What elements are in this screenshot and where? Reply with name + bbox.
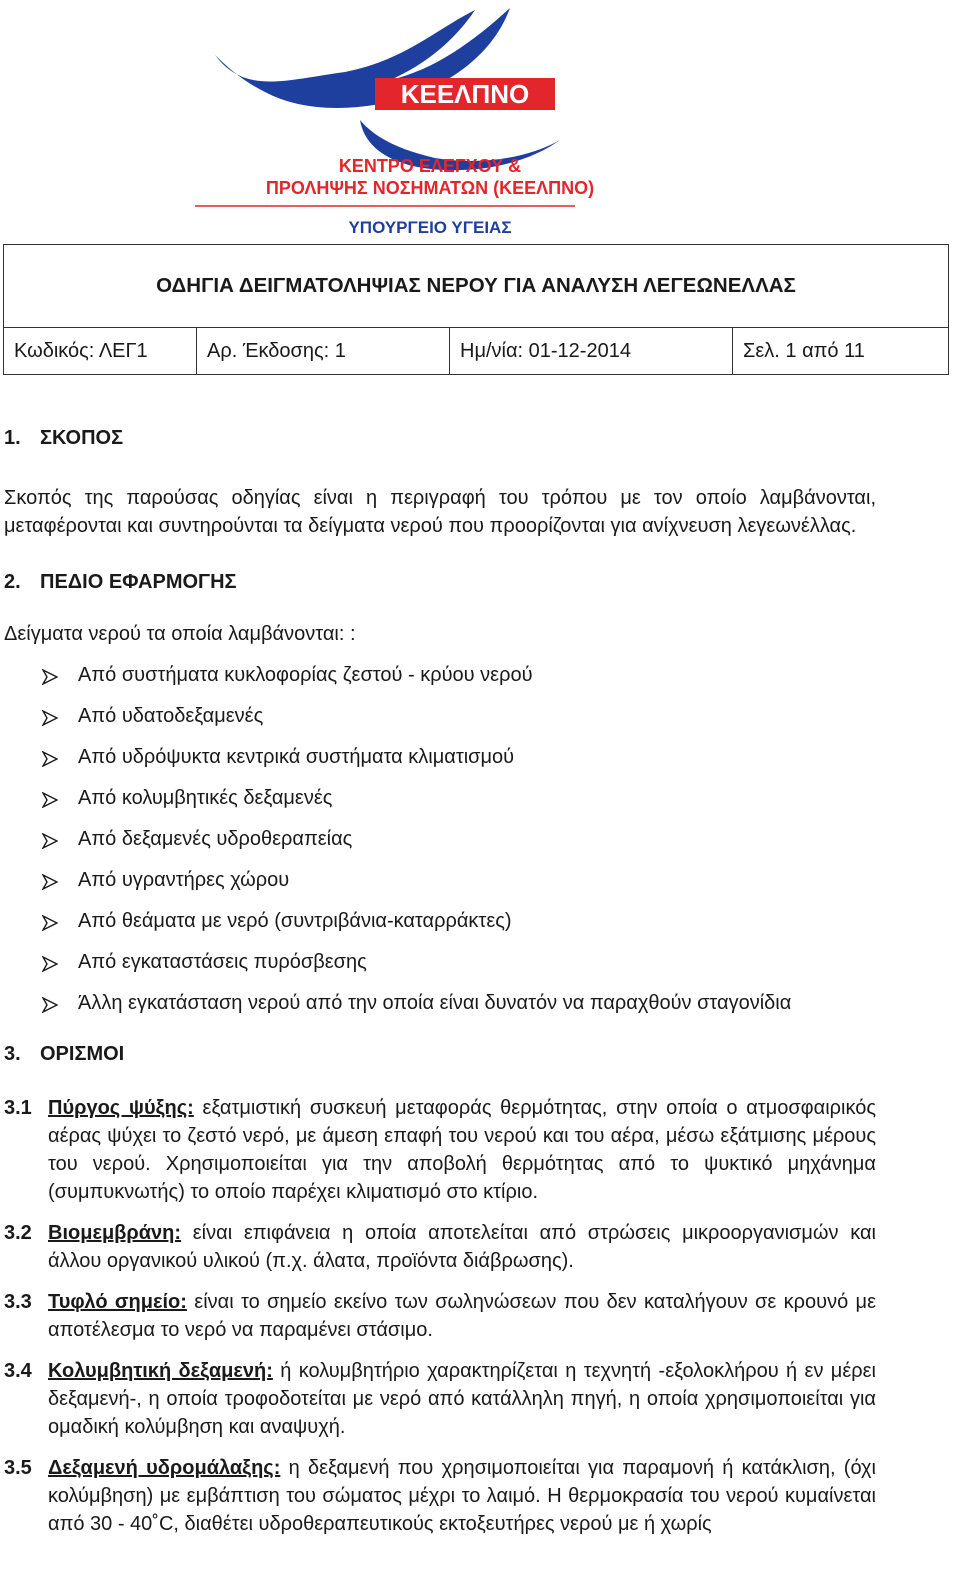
definition-3-2: 3.2 Βιομεμβράνη: είναι επιφάνεια η οποία αποτελείται από στρώσεις μικροοργανισμών και άλλου οργανικού υλικού (π.χ. άλατα, προϊόντα διάβρωσης). [4, 1222, 876, 1272]
list-item: Από υδατοδεξαμενές [4, 702, 876, 743]
list-item: Άλλη εγκατάσταση νερού από την οποία είναι δυνατόν να παραχθούν σταγονίδια [4, 989, 876, 1030]
arrow-bullet-icon [42, 669, 58, 685]
section-2-heading: 2. ΠΕΔΙΟ ΕΦΑΡΜΟΓΗΣ [4, 571, 237, 593]
definition-term: Τυφλό σημείο: [48, 1291, 187, 1313]
logo-line3: ΥΠΟΥΡΓΕΙΟ ΥΓΕΙΑΣ [348, 218, 512, 237]
definition-3-1: 3.1 Πύργος ψύξης: εξατμιστική συσκευή μεταφοράς θερμότητας, στην οποία ο ατμοσφαιρικός αέρας ψύχει το ζεστό νερό, με άμεση επαφή του νερού και του αέρα, μέσω εξάτμισης μέρους του νερού. Χρησιμοποιείται για την αποβολή θερμότητας από το ψυκτικό μηχάνημα (συμπυκνωτής) το οποίο παρέχει κλιματισμό στο κτίριο. [4, 1097, 876, 1203]
document-header-table [3, 244, 949, 375]
definition-text: η δεξαμενή που χρησιμοποιείται για παραμονή ή κατάκλιση, (όχι κολύμβηση) με εμβάπτιση του σώματος μέχρι το λαιμό. Η θερμοκρασία του νερού κυμαίνεται από 30 - 40˚C, διαθέτει υδροθεραπευτικούς εκτοξευτήρες νερού με ή χωρίς [48, 1457, 876, 1535]
logo-line2: ΠΡΟΛΗΨΗΣ ΝΟΣΗΜΑΤΩΝ (ΚΕΕΛΠΝΟ) [265, 178, 595, 198]
list-item: Από δεξαμενές υδροθεραπείας [4, 825, 876, 866]
definition-3-3: 3.3 Τυφλό σημείο: είναι το σημείο εκείνο των σωληνώσεων που δεν καταλήγουν σε κρουνό με αποτέλεσμα το νερό να παραμένει στάσιμο. [4, 1291, 876, 1341]
arrow-bullet-icon [42, 751, 58, 767]
document-date: Ημ/νία: 01-12-2014 [450, 328, 733, 375]
section-3-heading: 3. ΟΡΙΣΜΟΙ [4, 1043, 125, 1065]
definition-text: ή κολυμβητήριο χαρακτηρίζεται η τεχνητή -εξολοκλήρου ή εν μέρει δεξαμενή-, η οποία τροφοδοτείται με νερό από κατάλληλη πηγή, η οποία χρησιμοποιείται για ομαδική κολύμβηση και αναψυχή. [48, 1360, 876, 1438]
keelpno-logo [175, 0, 705, 240]
definition-text: εξατμιστική συσκευή μεταφοράς θερμότητας, στην οποία ο ατμοσφαιρικός αέρας ψύχει το ζεστό νερό, με άμεση επαφή του νερού και του αέρα, μέσω εξάτμισης μέρους του νερού. Χρησιμοποιείται για την αποβολή θερμότητας από το ψυκτικό μηχάνημα (συμπυκνωτής) το οποίο παρέχει κλιματισμό στο κτίριο. [48, 1097, 876, 1203]
arrow-bullet-icon [42, 792, 58, 808]
arrow-bullet-icon [42, 997, 58, 1013]
application-list [4, 661, 876, 1030]
document-body [4, 424, 876, 1538]
arrow-bullet-icon [42, 833, 58, 849]
definition-3-4: 3.4 Κολυμβητική δεξαμενή: ή κολυμβητήριο χαρακτηρίζεται η τεχνητή -εξολοκλήρου ή εν μέρει δεξαμενή-, η οποία τροφοδοτείται με νερό από κατάλληλη πηγή, η οποία χρησιμοποιείται για ομαδική κολύμβηση και αναψυχή. [4, 1360, 876, 1438]
document-page: Σελ. 1 από 11 [733, 328, 949, 375]
list-item: Από συστήματα κυκλοφορίας ζεστού - κρύου νερού [4, 661, 876, 702]
document-code: Κωδικός: ΛΕΓ1 [4, 328, 197, 375]
list-item: Από υδρόψυκτα κεντρικά συστήματα κλιματισμού [4, 743, 876, 784]
arrow-bullet-icon [42, 710, 58, 726]
definition-3-5: 3.5 Δεξαμενή υδρομάλαξης: η δεξαμενή που χρησιμοποιείται για παραμονή ή κατάκλιση, (όχι κολύμβηση) με εμβάπτιση του σώματος μέχρι το λαιμό. Η θερμοκρασία του νερού κυμαίνεται από 30 - 40˚C, διαθέτει υδροθεραπευτικούς εκτοξευτήρες νερού με ή χωρίς [4, 1457, 876, 1535]
arrow-bullet-icon [42, 915, 58, 931]
definition-term: Πύργος ψύξης: [48, 1097, 194, 1119]
definition-text: είναι το σημείο εκείνο των σωληνώσεων που δεν καταλήγουν σε κρουνό με αποτέλεσμα το νερό να παραμένει στάσιμο. [48, 1291, 876, 1341]
definition-term: Κολυμβητική δεξαμενή: [48, 1360, 273, 1382]
arrow-bullet-icon [42, 874, 58, 890]
section-1-heading: 1. ΣΚΟΠΟΣ [4, 427, 124, 449]
list-item: Από υγραντήρες χώρου [4, 866, 876, 907]
logo-brand: ΚΕΕΛΠΝΟ [400, 79, 530, 109]
document-edition: Αρ. Έκδοσης: 1 [197, 328, 450, 375]
definition-term: Δεξαμενή υδρομάλαξης: [48, 1457, 281, 1479]
list-item: Από θεάματα με νερό (συντριβάνια-καταρράκτες) [4, 907, 876, 948]
definition-text: είναι επιφάνεια η οποία αποτελείται από στρώσεις μικροοργανισμών και άλλου οργανικού υλικού (π.χ. άλατα, προϊόντα διάβρωσης). [48, 1222, 876, 1272]
dove-logo-icon [175, 0, 705, 240]
arrow-bullet-icon [42, 956, 58, 972]
section-2-intro: Δείγματα νερού τα οποία λαμβάνονται: : [4, 623, 356, 645]
definition-term: Βιομεμβράνη: [48, 1222, 182, 1244]
list-item: Από κολυμβητικές δεξαμενές [4, 784, 876, 825]
section-1-text: Σκοπός της παρούσας οδηγίας είναι η περιγραφή του τρόπου με τον οποίο λαμβάνονται, μεταφέρονται και συντηρούνται τα δείγματα νερού που προορίζονται για ανίχνευση λεγεωνέλλας. [4, 487, 876, 537]
list-item: Από εγκαταστάσεις πυρόσβεσης [4, 948, 876, 989]
document-title: ΟΔΗΓΙΑ ΔΕΙΓΜΑΤΟΛΗΨΙΑΣ ΝΕΡΟΥ ΓΙΑ ΑΝΑΛΥΣΗ ΛΕΓΕΩΝΕΛΛΑΣ [4, 245, 949, 328]
logo-line1: ΚΕΝΤΡΟ ΕΛΕΓΧΟΥ & [338, 156, 522, 176]
